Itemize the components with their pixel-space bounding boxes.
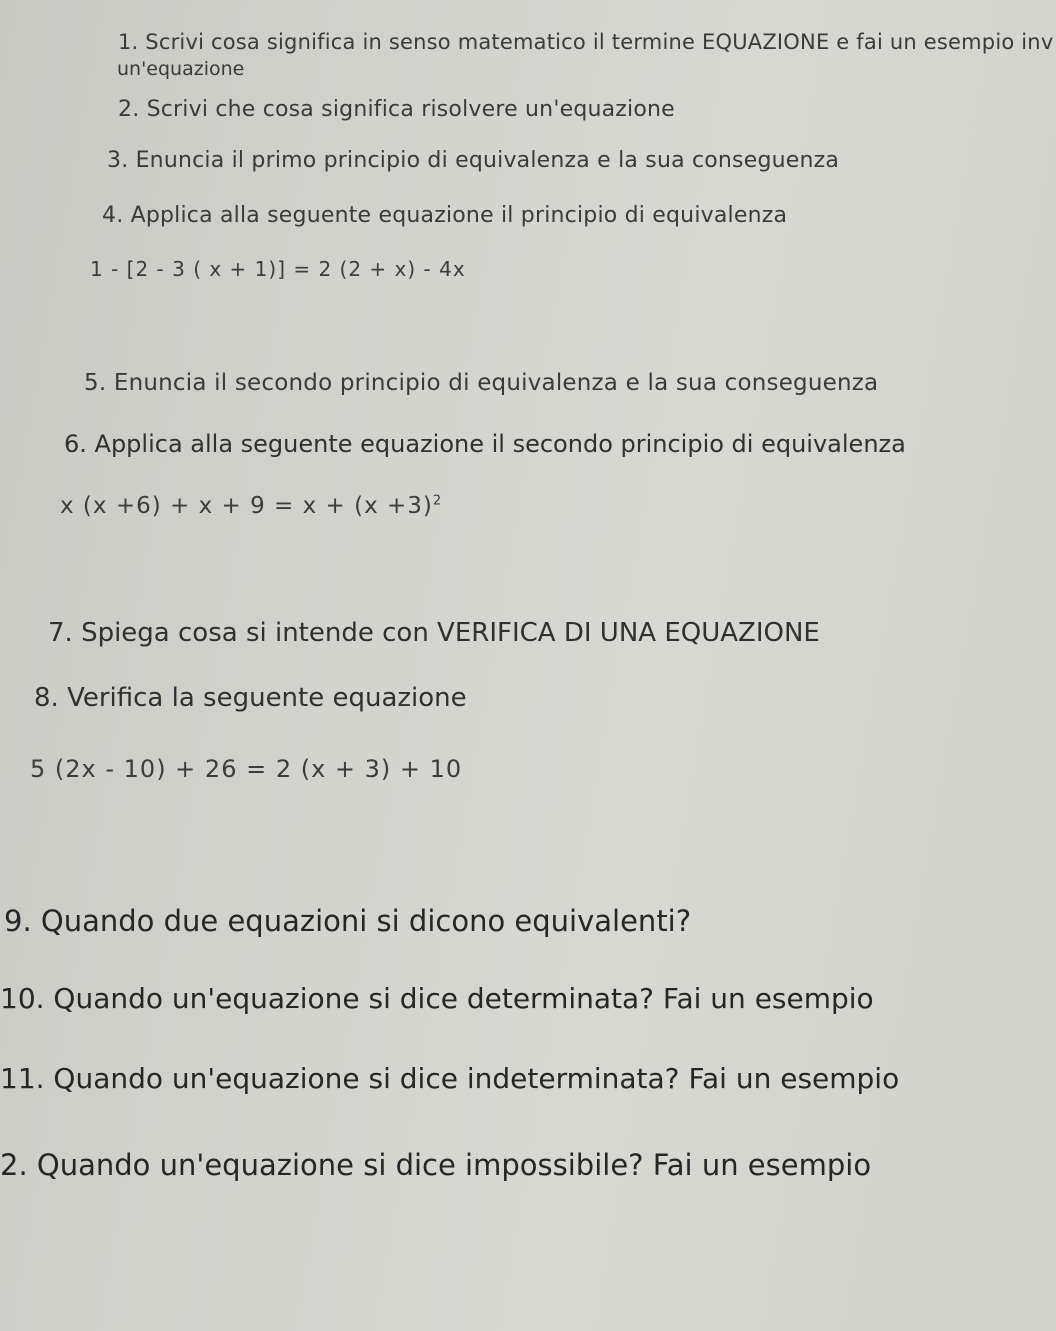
question-2: 2. Scrivi che cosa significa risolvere un'equazione <box>118 97 675 122</box>
question-6: 6. Applica alla seguente equazione il secondo principio di equivalenza <box>64 430 906 458</box>
question-4: 4. Applica alla seguente equazione il principio di equivalenza <box>102 203 788 228</box>
question-1-continuation: un'equazione <box>117 58 245 80</box>
question-7: 7. Spiega cosa si intende con VERIFICA DI UNA EQUAZIONE <box>48 618 820 648</box>
equation-8: 5 (2x - 10) + 26 = 2 (x + 3) + 10 <box>30 755 463 783</box>
question-12: 2. Quando un'equazione si dice impossibile? Fai un esempio <box>0 1148 872 1182</box>
question-1: 1. Scrivi cosa significa in senso matematico il termine EQUAZIONE e fai un esempio inv <box>118 30 1054 54</box>
question-9: 9. Quando due equazioni si dicono equivalenti? <box>4 904 692 938</box>
question-11: 11. Quando un'equazione si dice indeterminata? Fai un esempio <box>0 1062 900 1095</box>
question-10: 10. Quando un'equazione si dice determinata? Fai un esempio <box>0 982 874 1015</box>
equation-6-base: x (x +6) + x + 9 = x + (x +3) <box>60 493 433 519</box>
equation-6 <box>60 493 442 519</box>
question-3: 3. Enuncia il primo principio di equivalenza e la sua conseguenza <box>107 148 840 173</box>
question-8: 8. Verifica la seguente equazione <box>34 683 467 713</box>
equation-4: 1 - [2 - 3 ( x + 1)] = 2 (2 + x) - 4x <box>90 257 466 281</box>
question-5: 5. Enuncia il secondo principio di equivalenza e la sua conseguenza <box>84 370 879 396</box>
equation-6-exponent: 2 <box>432 493 443 509</box>
